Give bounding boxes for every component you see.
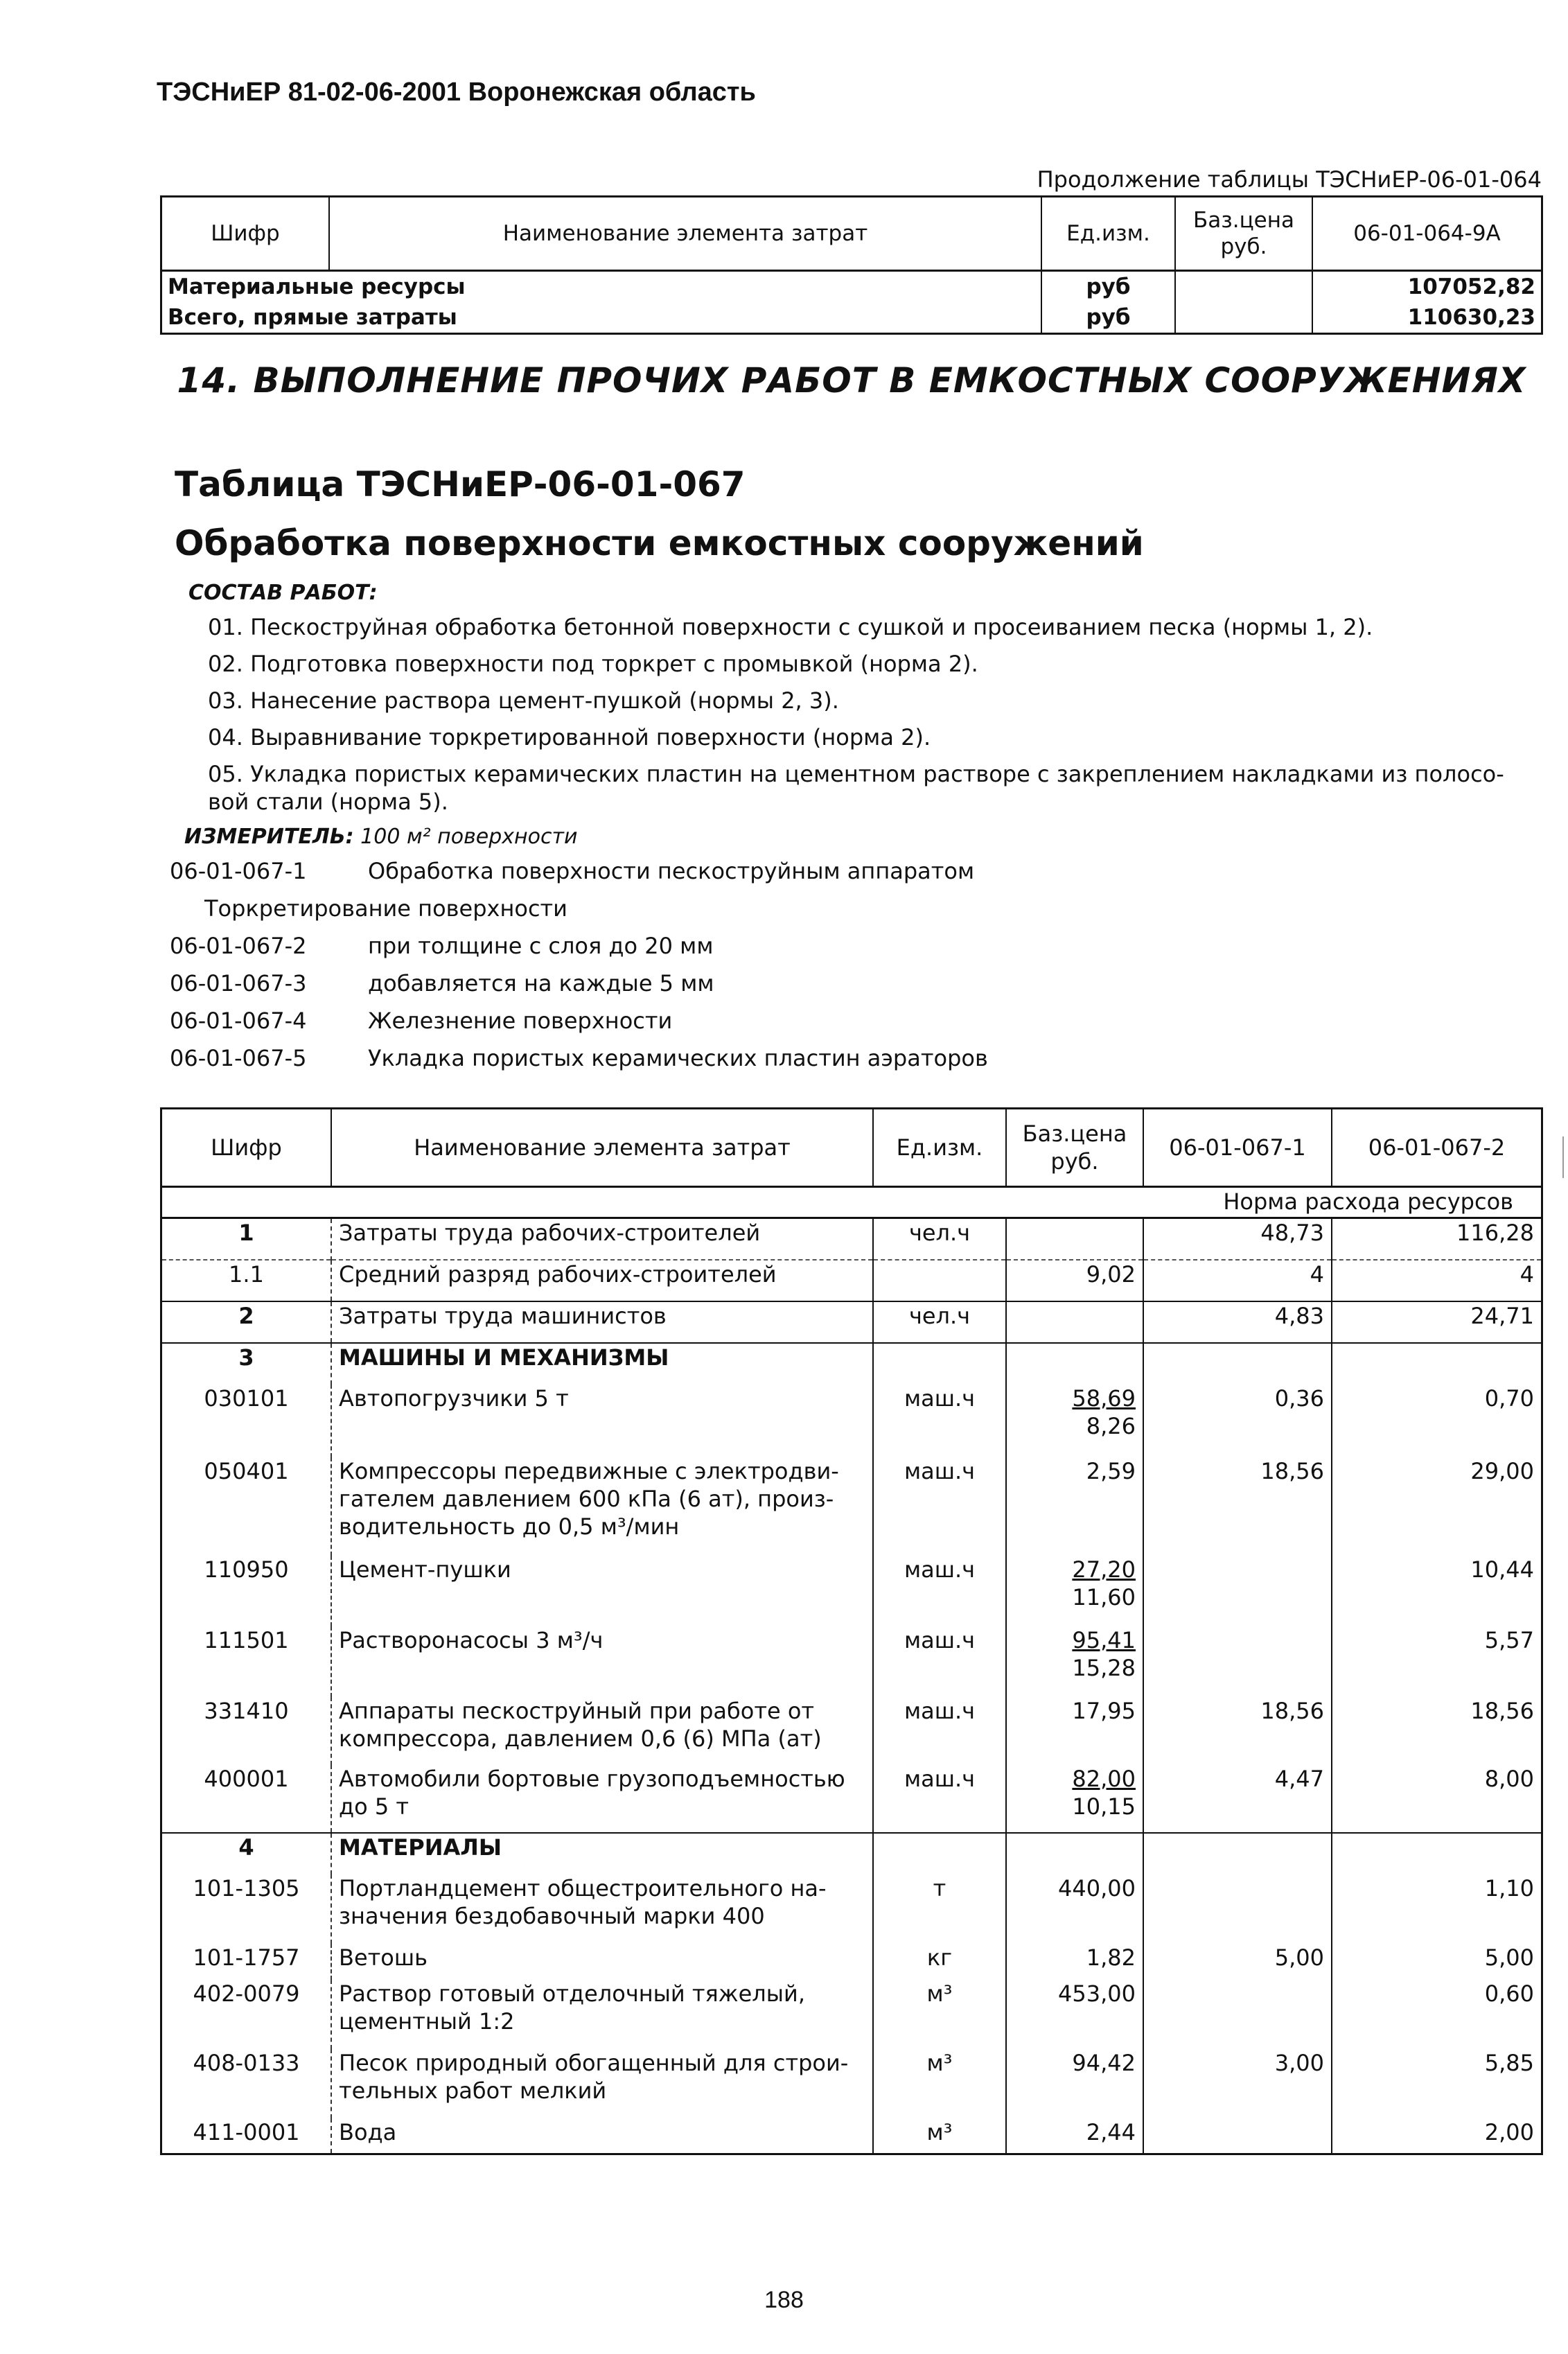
cell-price: 9,02 <box>1006 1260 1143 1301</box>
cell-shifr: 050401 <box>161 1457 332 1556</box>
cell-v1 <box>1143 1626 1332 1697</box>
cell-v1 <box>1143 1874 1332 1944</box>
norm-item <box>170 970 1486 998</box>
cell-unit: чел.ч <box>873 1301 1006 1343</box>
cell-name: Средний разряд рабочих-строителей <box>331 1260 873 1301</box>
header-unit: Ед.изм. <box>873 1109 1006 1187</box>
cell-shifr: 1 <box>161 1218 332 1260</box>
work-item: 05. Укладка пористых керамических пластин на цементном растворе с закреплением накладками из полосо-вой стали (норма 5). <box>208 761 1504 815</box>
cell-price <box>1006 1765 1143 1833</box>
row-price <box>1175 302 1312 334</box>
cell-price <box>1006 1218 1143 1260</box>
header-shifr: Шифр <box>161 1109 332 1187</box>
table-row <box>161 1260 1542 1301</box>
table-subtitle: Обработка поверхности емкостных сооружений <box>175 523 1144 563</box>
header-col2: 06-01-067-2 <box>1332 1109 1542 1187</box>
norm-item <box>170 895 1486 923</box>
cell-v2: 24,71 <box>1332 1301 1542 1343</box>
cell-v2 <box>1332 1343 1542 1385</box>
cell-v1 <box>1143 2118 1332 2154</box>
header-code: 06-01-064-9А <box>1312 197 1542 271</box>
cell-name: Раствор готовый отделочный тяжелый, цементный 1:2 <box>331 1980 873 2049</box>
price-numerator: 95,41 <box>1072 1626 1136 1653</box>
previous-table <box>160 195 1543 335</box>
cell-name: МАШИНЫ И МЕХАНИЗМЫ <box>331 1343 873 1385</box>
cell-v2: 4 <box>1332 1260 1542 1301</box>
cell-v2: 5,00 <box>1484 1944 1534 1971</box>
cell-unit: маш.ч <box>873 1765 1006 1833</box>
cell-v1 <box>1143 1980 1332 2049</box>
cell-name: Песок природный обогащенный для строи-тельных работ мелкий <box>331 2049 873 2118</box>
cell-v1: 5,00 <box>1143 1944 1332 1980</box>
norm-item <box>170 1008 1486 1035</box>
table-title: Таблица ТЭСНиЕР-06-01-067 <box>175 464 746 504</box>
norm-item <box>170 858 1486 886</box>
price-denominator: 15,28 <box>1072 1654 1136 1681</box>
work-item: 03. Нанесение раствора цемент-пушкой (нормы 2, 3). <box>208 687 839 714</box>
cell-unit: т <box>873 1874 1006 1944</box>
cell-price <box>1006 1343 1143 1385</box>
cell-v2: 5,85 <box>1484 2049 1534 2076</box>
table-row <box>161 1980 1542 2049</box>
cell-shifr: 030101 <box>161 1385 332 1457</box>
cell-price <box>1006 1556 1143 1626</box>
cell-unit: кг <box>873 1944 1006 1980</box>
table-row <box>161 1697 1542 1765</box>
cell-price: 1,82 <box>1006 1944 1143 1980</box>
cell-shifr: 411-0001 <box>161 2118 332 2154</box>
cell-v2: 10,44 <box>1470 1556 1534 1583</box>
row-unit: руб <box>1041 271 1175 303</box>
price-numerator: 58,69 <box>1072 1385 1136 1412</box>
cell-unit <box>873 1833 1006 1874</box>
work-item: 01. Пескоструйная обработка бетонной поверхности с сушкой и просеиванием песка (нормы 1, 2). <box>208 614 1373 640</box>
cell-price <box>1006 1385 1143 1457</box>
continuation-label: Продолжение таблицы ТЭСНиЕР-06-01-064 <box>1037 166 1542 193</box>
cell-shifr: 110950 <box>161 1556 332 1626</box>
norm-item <box>170 933 1486 960</box>
cell-price: 94,42 <box>1006 2049 1143 2118</box>
table-row <box>161 1944 1542 1980</box>
norm-code: 06-01-067-2 <box>170 933 307 959</box>
cell-v1 <box>1143 1556 1332 1626</box>
cell-v2: 2,00 <box>1484 2118 1534 2145</box>
table-row <box>161 1626 1542 1697</box>
row-price <box>1175 271 1312 303</box>
table-row <box>161 1301 1542 1343</box>
running-header: ТЭСНиЕР 81-02-06-2001 Воронежская область <box>157 78 756 107</box>
cell-v2: 0,60 <box>1484 1980 1534 2007</box>
cell-name: Вода <box>331 2118 873 2154</box>
cell-v2 <box>1332 1833 1542 1874</box>
cell-price <box>1006 1833 1143 1874</box>
norm-desc: добавляется на каждые 5 мм <box>368 970 714 996</box>
cell-v2: 29,00 <box>1470 1457 1534 1484</box>
cell-shifr: 2 <box>161 1301 332 1343</box>
norm-item <box>170 1045 1486 1073</box>
cell-shifr: 101-1305 <box>161 1874 332 1944</box>
norm-code: 06-01-067-3 <box>170 970 307 996</box>
cell-unit <box>873 1260 1006 1301</box>
cell-v2: 116,28 <box>1456 1220 1534 1246</box>
cell-v1: 48,73 <box>1143 1218 1332 1260</box>
cell-price: 2,44 <box>1006 2118 1143 2154</box>
cell-v1 <box>1143 1343 1332 1385</box>
header-price: Баз.цена руб. <box>1175 197 1312 271</box>
cell-v1: 18,56 <box>1143 1697 1332 1765</box>
norm-code: 06-01-067-4 <box>170 1008 307 1034</box>
cell-price <box>1006 1626 1143 1697</box>
cell-name: Компрессоры передвижные с электродви-гателем давлением 600 кПа (6 ат), произ-водительность до 0,5 м³/мин <box>331 1457 873 1556</box>
price-numerator: 27,20 <box>1072 1556 1136 1583</box>
cell-unit: м³ <box>873 1980 1006 2049</box>
cell-name: Растворонасосы 3 м³/ч <box>331 1626 873 1697</box>
measure-label: ИЗМЕРИТЕЛЬ: <box>184 825 354 849</box>
norm-code: 06-01-067-1 <box>170 858 307 884</box>
cell-v2: 0,70 <box>1484 1385 1534 1412</box>
price-numerator: 82,00 <box>1072 1765 1136 1792</box>
cell-shifr: 402-0079 <box>161 1980 332 2049</box>
cell-name: Цемент-пушки <box>331 1556 873 1626</box>
header-shifr: Шифр <box>161 197 330 271</box>
header-name: Наименование элемента затрат <box>331 1109 873 1187</box>
cell-v1: 4 <box>1143 1260 1332 1301</box>
cell-shifr: 331410 <box>161 1697 332 1765</box>
work-item: 04. Выравнивание торкретированной поверхности (норма 2). <box>208 724 931 750</box>
resource-table <box>160 1107 1543 2155</box>
cell-shifr: 101-1757 <box>161 1944 332 1980</box>
work-item: 02. Подготовка поверхности под торкрет с промывкой (норма 2). <box>208 651 978 677</box>
table-row <box>161 2118 1542 2154</box>
table-row <box>161 1556 1542 1626</box>
cell-name: МАТЕРИАЛЫ <box>331 1833 873 1874</box>
cell-v1: 3,00 <box>1143 2049 1332 2118</box>
table-row <box>161 1385 1542 1457</box>
row-unit: руб <box>1041 302 1175 334</box>
price-denominator: 10,15 <box>1072 1793 1136 1820</box>
composition-label: СОСТАВ РАБОТ: <box>188 581 378 605</box>
cell-v1: 4,47 <box>1143 1765 1332 1833</box>
norm-label: Норма расхода ресурсов <box>161 1187 1542 1218</box>
cell-shifr: 408-0133 <box>161 2049 332 2118</box>
norm-desc: при толщине с слоя до 20 мм <box>368 933 714 959</box>
row-name: Материальные ресурсы <box>161 271 1042 303</box>
cell-unit: маш.ч <box>873 1385 1006 1457</box>
cell-price <box>1006 1301 1143 1343</box>
header-col1: 06-01-067-1 <box>1143 1109 1332 1187</box>
table-row <box>161 1457 1542 1556</box>
cell-v1: 18,56 <box>1143 1457 1332 1556</box>
cell-v1: 0,36 <box>1143 1385 1332 1457</box>
table-row <box>161 1343 1542 1385</box>
cell-v2: 18,56 <box>1470 1697 1534 1724</box>
cell-name: Затраты труда рабочих-строителей <box>331 1218 873 1260</box>
header-price: Баз.цена руб. <box>1006 1109 1143 1187</box>
cell-unit: м³ <box>873 2118 1006 2154</box>
cell-name: Автомобили бортовые грузоподъемностью до 5 т <box>331 1765 873 1833</box>
cell-unit <box>873 1343 1006 1385</box>
norm-desc: Железнение поверхности <box>368 1008 673 1034</box>
cell-shifr: 3 <box>161 1343 332 1385</box>
cell-price: 2,59 <box>1006 1457 1143 1556</box>
cell-name: Ветошь <box>331 1944 873 1980</box>
page-number: 188 <box>764 2287 804 2313</box>
header-name: Наименование элемента затрат <box>329 197 1041 271</box>
cell-price: 440,00 <box>1006 1874 1143 1944</box>
measure <box>184 825 578 849</box>
cell-v2: 1,10 <box>1484 1874 1534 1901</box>
cell-price: 17,95 <box>1006 1697 1143 1765</box>
cell-unit: маш.ч <box>873 1556 1006 1626</box>
price-denominator: 11,60 <box>1072 1583 1136 1610</box>
price-denominator: 8,26 <box>1086 1412 1136 1439</box>
cell-shifr: 4 <box>161 1833 332 1874</box>
row-value: 107052,82 <box>1407 274 1535 299</box>
cell-unit: маш.ч <box>873 1457 1006 1556</box>
row-value: 110630,23 <box>1407 305 1535 330</box>
cell-price: 453,00 <box>1006 1980 1143 2049</box>
table-row <box>161 302 1542 334</box>
cell-name: Аппараты пескоструйный при работе от компрессора, давлением 0,6 (6) МПа (ат) <box>331 1697 873 1765</box>
norm-code: 06-01-067-5 <box>170 1045 307 1071</box>
cell-shifr: 400001 <box>161 1765 332 1833</box>
table-row <box>161 1218 1542 1260</box>
cell-v1 <box>1143 1833 1332 1874</box>
cell-shifr: 1.1 <box>161 1260 332 1301</box>
header-unit: Ед.изм. <box>1041 197 1175 271</box>
norm-desc: Укладка пористых керамических пластин аэраторов <box>368 1045 988 1071</box>
table-row <box>161 1833 1542 1874</box>
cell-v2: 8,00 <box>1484 1765 1534 1792</box>
table-row <box>161 1874 1542 1944</box>
cell-name: Автопогрузчики 5 т <box>331 1385 873 1457</box>
table-row <box>161 1765 1542 1833</box>
cell-shifr: 111501 <box>161 1626 332 1697</box>
cell-unit: м³ <box>873 2049 1006 2118</box>
section-title: 14. ВЫПОЛНЕНИЕ ПРОЧИХ РАБОТ В ЕМКОСТНЫХ СООРУЖЕНИЯХ <box>177 360 1526 401</box>
row-name: Всего, прямые затраты <box>161 302 1042 334</box>
measure-value: 100 м² поверхности <box>360 825 578 849</box>
table-row <box>161 271 1542 303</box>
cell-v1: 4,83 <box>1143 1301 1332 1343</box>
cell-name: Портландцемент общестроительного на-значения бездобавочный марки 400 <box>331 1874 873 1944</box>
table-row <box>161 2049 1542 2118</box>
norm-desc: Торкретирование поверхности <box>204 895 567 922</box>
scan-edge-mark <box>1562 1136 1564 1178</box>
cell-unit: маш.ч <box>873 1697 1006 1765</box>
cell-unit: чел.ч <box>873 1218 1006 1260</box>
cell-unit: маш.ч <box>873 1626 1006 1697</box>
cell-v2: 5,57 <box>1484 1626 1534 1653</box>
norm-desc: Обработка поверхности пескоструйным аппаратом <box>368 858 975 884</box>
cell-name: Затраты труда машинистов <box>331 1301 873 1343</box>
